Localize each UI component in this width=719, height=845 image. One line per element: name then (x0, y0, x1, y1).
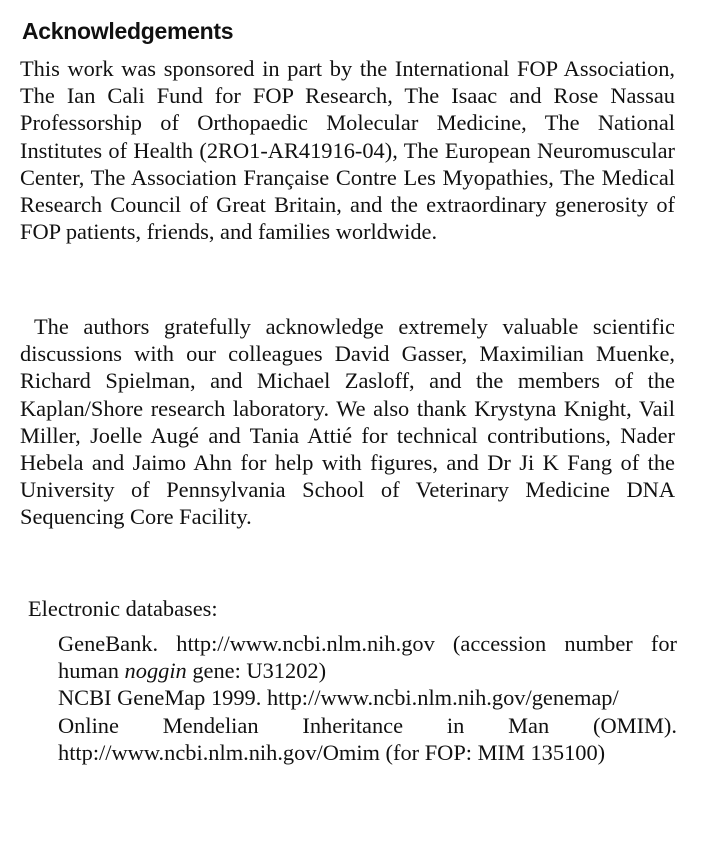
genebank-text-prefix: GeneBank. http://www.ncbi.nlm.nih.gov (accession number for human (58, 631, 677, 684)
database-entry-genemap: NCBI GeneMap 1999. http://www.ncbi.nlm.nih.gov/genemap/ (58, 685, 619, 711)
databases-list (58, 630, 677, 766)
database-entry-genebank (58, 630, 677, 684)
section-heading: Acknowledgements (22, 18, 234, 44)
databases-label: Electronic databases: (28, 596, 218, 621)
genebank-gene-name: noggin (124, 658, 187, 684)
sponsorship-paragraph: This work was sponsored in part by the International FOP Association, The Ian Cali Fund for FOP Research, The Isaac and Rose Nassau Professorship of Orthopaedic Molecular Medicine, The National Institutes of Health (2RO1-AR41916-04), The European Neuromuscular Center, The Association Française Contre Les Myopathies, The Medical Research Council of Great Britain, and the extraordinary generosity of FOP patients, friends, and families worldwide. (20, 56, 675, 245)
genebank-text-suffix: gene: U31202) (186, 658, 327, 684)
database-entry-omim: Online Mendelian Inheritance in Man (OMIM). http://www.ncbi.nlm.nih.gov/Omim (for FOP: MIM 135100) (58, 712, 677, 765)
acknowledgement-paragraph: The authors gratefully acknowledge extremely valuable scientific discussions with our colleagues David Gasser, Maximilian Muenke, Richard Spielman, and Michael Zasloff, and the members of the Kaplan/Shore research laboratory. We also thank Krystyna Knight, Vail Miller, Joelle Augé and Tania Attié for technical contributions, Nader Hebela and Jaimo Ahn for help with figures, and Dr Ji K Fang of the University of Pennsylvania School of Veterinary Medicine DNA Sequencing Core Facility. (20, 314, 675, 530)
